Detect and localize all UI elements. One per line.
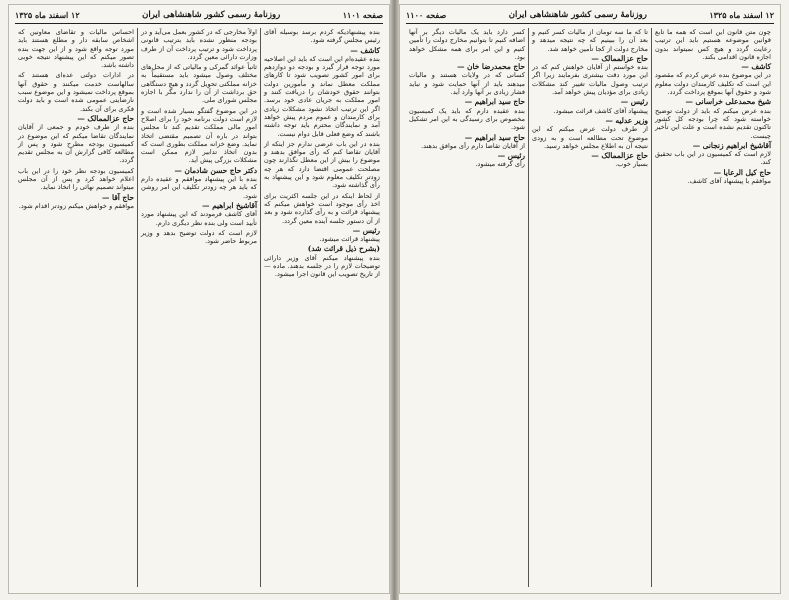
paragraph: بنده پیشنهاد میکنم آقای وزیر دارائی توضیحات لازم را در جلسه بدهند. ماده — از تاریخ تصویب این قانون اجرا میشود. (264, 253, 380, 279)
right-col-2 (529, 28, 651, 587)
paragraph: از لحاظ اینکه در این جلسه اکثریت برای اخذ رأی موجود است خواهش میکنم که پیشنهاد قرائت و به رأی گذارده شود و بعد از آن دستور جلسه آینده معین گردد. (264, 191, 380, 225)
left-col-1 (261, 28, 383, 587)
paragraph: کسر دارد باید یک مالیات دیگر بر آنها اضافه کنیم تا بتوانیم مخارج دولت را تأمین کنیم و این امر برای همه مشکل خواهد بود. (409, 28, 525, 61)
paragraph: رأی گرفته میشود. (475, 160, 525, 169)
paragraph: تا که ما سه تومان از مالیات کسر کنیم و بعد آن را ببینیم که چه نتیجه میدهد و مخارج دولت از کجا تأمین خواهد شد. (532, 28, 648, 53)
left-page-date: ۱۲ اسفند ماه ۱۳۲۵ (15, 10, 80, 20)
paragraph: در این موضوع بنده عرض کردم که مقصود این است که تکلیف کارمندان دولت معلوم شود و حقوق آنها بموقع پرداخت گردد. (655, 71, 771, 97)
paragraph: آقای کاشف فرمودند که این پیشنهاد مورد تأیید است ولی بنده نظر دیگری دارم. (141, 210, 257, 227)
speaker-label: (بشرح ذیل قرائت شد) (307, 244, 380, 254)
paragraph: از آقایان تقاضا دارم رأی موافق بدهند. (420, 141, 525, 150)
speaker-label: وزیر عدلیه — (605, 115, 648, 125)
left-page (8, 4, 390, 594)
left-col-3 (15, 28, 137, 587)
paragraph: بنده عقیده دارم که باید یک کمیسیون مخصوص برای رسیدگی به این امر تشکیل شود. (409, 106, 525, 132)
speaker-label: حاج سید ابراهیم — (464, 132, 525, 142)
paragraph: پیشنهاد آقای کاشف قرائت میشود. (553, 106, 648, 115)
speaker-label: حاج عزالممالک — (591, 151, 648, 161)
paragraph: پیشنهاد قرائت میشود. (319, 235, 380, 244)
speaker-label: رئیس — (620, 97, 648, 107)
speaker-label: حاج عزالممالک — (591, 53, 648, 63)
column-rule (528, 28, 529, 587)
paragraph: اولاً مخارجی که در کشور بعمل می‌آید و در بودجه منظور نشده باید بترتیب قانونی پرداخت شود و ترتیب پرداخت آن از طرف وزارت دارائی معین گردد. (141, 28, 257, 61)
speaker-label: کاشف — (350, 45, 380, 55)
paragraph: بنده با این پیشنهاد موافقم و عقیده دارم که باید هر چه زودتر تکلیف این امر روشن شود. (141, 175, 257, 200)
paragraph: در این موضوع گفتگو بسیار شده است و لازم است دولت برنامه خود را برای اصلاح امور مالی مملکت تقدیم کند تا مجلس بتواند در باره آن تصمیم مقتضی اتخاذ نماید. وضع خزانه مملکت بطوری است که بدون اتخاذ تدابیر لازم ممکن است مشکلات بزرگی پیش آید. (141, 106, 257, 165)
paragraph: از طرف دولت عرض میکنم که این موضوع تحت مطالعه است و به زودی نتیجه آن به اطلاع مجلس خواهد رسید. (532, 125, 648, 150)
speaker-label: حاج عزالممالک — (77, 113, 134, 123)
paragraph: بنده پیشنهادیکه کردم برسد بوسیله آقای رئیس مجلس گرفته شود. (264, 28, 380, 45)
speaker-label: شیخ محمدعلی خراسانی — (685, 97, 771, 107)
right-col-1 (652, 28, 774, 587)
paragraph: در ادارات دولتی عده‌ای هستند که سالهاست خدمت میکنند و حقوق آنها بموقع پرداخت نمیشود و این موضوع سبب نارضایتی عمومی شده است و باید دولت فکری برای آن بکند. (18, 71, 134, 113)
speaker-label: دکتر حاج حسن شادمان — (174, 165, 257, 175)
speaker-label: حاج آقا — (102, 192, 134, 202)
right-col-3 (406, 28, 528, 587)
speaker-label: رئیس — (352, 225, 380, 235)
column-rule (260, 28, 261, 587)
paragraph: بسیار خوب. (615, 160, 648, 169)
paragraph: کسانی که در ولایات هستند و مالیات میدهند باید از آنها حمایت شود و نباید فشار زیادی بر آنها وارد آید. (409, 71, 525, 97)
paragraph: بنده عرض میکنم که باید از دولت توضیح خواسته شود که چرا بودجه کل کشور تاکنون تقدیم نشده است و علت این تأخیر چیست. (655, 106, 771, 140)
right-page-label: صفحه ۱۱۰۰ (406, 10, 447, 20)
paragraph: موافقم و خواهش میکنم زودتر اقدام شود. (18, 201, 134, 210)
paragraph: ثانیاً عوائد گمرکی و مالیاتی که از محل‌های مختلف وصول میشود باید مستقیماً به خزانه مملکتی تحویل گردد و هیچ دستگاهی حق برداشت از آن را ندارد مگر با اجازه مجلس شورای ملی. (141, 63, 257, 105)
right-page-columns (406, 28, 774, 587)
paragraph: بنده در این باب عرضی ندارم جز اینکه از آقایان تقاضا کنم که رأی موافق بدهند و موضوع را بیش از این معطل نگذارند چون مصلحت عمومی اقتضا دارد که هر چه زودتر تکلیف معلوم شود و این پیشنهاد به رأی گذاشته شود. (264, 139, 380, 190)
speaker-label: آقاشیخ ابراهیم — (202, 200, 257, 210)
right-page-date: ۱۲ اسفند ماه ۱۳۲۵ (709, 10, 774, 20)
paragraph: بنده عقیده‌ام این است که باید این اصلاحیه مورد توجه قرار گیرد و بودجه دو دوازدهم برای امور کشور تصویب شود تا کارهای مملکت معطل نماند و مأمورین دولت بتوانند حقوق خودشان را دریافت کنند و امور مملکت به جریان عادی خود برسد. اگر این ترتیب اتخاذ نشود مشکلات زیادی برای کارمندان و عموم مردم پیش خواهد آمد و نمایندگان محترم باید توجه داشته باشند که وضع فعلی قابل دوام نیست. (264, 54, 380, 138)
paragraph: احساس مالیات و تقاضای معاونین که اشخاص سابقه دار و مطلع هستند باید مورد توجه واقع شود و از این جهت بنده تصور میکنم که این پیشنهاد نتیجه خوبی داشته باشد. (18, 28, 134, 70)
speaker-label: حاج سید ابراهیم — (464, 97, 525, 107)
left-page-title: روزنامهٔ رسمی کشور شاهنشاهی ایران (142, 10, 281, 20)
left-page-label: صفحه ۱۱۰۱ (342, 10, 383, 20)
right-page-title: روزنامهٔ رسمی کشور شاهنشاهی ایران (508, 10, 647, 20)
paragraph: موافقم با پیشنهاد آقای کاشف. (687, 177, 771, 186)
speaker-label: کاشف — (741, 62, 771, 72)
paragraph: لازم است که کمیسیون در این باب تحقیق کند. (655, 150, 771, 167)
column-rule (651, 28, 652, 587)
left-col-2 (138, 28, 260, 587)
paragraph: بنده خواستم از آقایان خواهش کنم که در این مورد دقت بیشتری بفرمایند زیرا اگر ترتیب وصول مالیات تغییر کند مشکلات زیادی برای مؤدیان پیش خواهد آمد. (532, 63, 648, 97)
paragraph: لازم است که دولت توضیح بدهد و وزیر مربوط حاضر شود. (141, 228, 257, 246)
paragraph: چون متن قانون این است که همه ما تابع قوانین موضوعه هستیم باید این ترتیب رعایت گردد و هیچ کس نمیتواند بدون اجازه قانون اقدامی بکند. (655, 28, 771, 61)
speaker-label: حاج کیل الرعایا — (713, 167, 771, 177)
left-page-columns (15, 28, 383, 587)
paragraph: کمیسیون بودجه نظر خود را در این باب اعلام خواهد کرد و پس از آن مجلس میتواند تصمیم نهائی را اتخاذ نماید. (18, 166, 134, 192)
right-page (399, 4, 781, 594)
left-page-header (15, 9, 383, 24)
speaker-label: حاج محمدرضا خان — (457, 62, 525, 72)
column-rule (137, 28, 138, 587)
right-page-header (406, 9, 774, 24)
book-gutter (390, 0, 399, 600)
speaker-label: آقاشیخ ابراهیم زنجانی — (692, 140, 771, 150)
speaker-label: رئیس — (497, 151, 525, 161)
paragraph: بنده از طرف خودم و جمعی از آقایان نمایندگان تقاضا میکنم که این موضوع در کمیسیون بودجه مطرح شود و پس از مطالعه کافی گزارش آن به مجلس تقدیم گردد. (18, 123, 134, 165)
